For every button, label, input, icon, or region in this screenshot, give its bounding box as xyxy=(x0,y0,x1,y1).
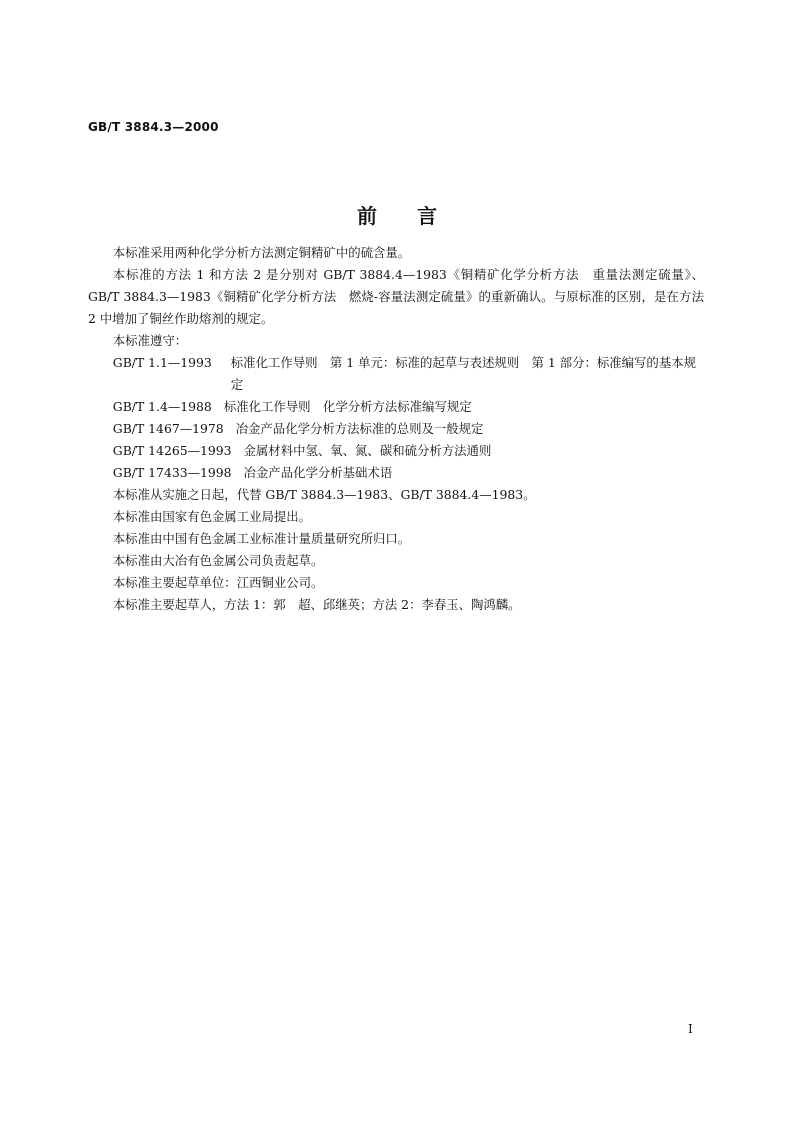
reference-title: 冶金产品化学分析基础术语 xyxy=(243,465,393,480)
paragraph: 本标准主要起草人，方法 1：郭 超、邱继英；方法 2：李春玉、陶鸿麟。 xyxy=(112,597,521,612)
reference-item xyxy=(88,462,704,484)
paragraph: 本标准采用两种化学分析方法测定铜精矿中的硫含量。 xyxy=(112,245,411,260)
reference-item xyxy=(88,440,704,462)
standard-code: GB/T 3884.3—2000 xyxy=(88,120,219,134)
page-number: I xyxy=(688,1022,693,1036)
reference-code: GB/T 1467—1978 xyxy=(112,421,224,436)
reference-title: 金属材料中氢、氧、氮、碳和硫分析方法通则 xyxy=(243,443,492,458)
reference-item xyxy=(88,418,704,440)
paragraph: 本标准的方法 1 和方法 2 是分别对 GB/T 3884.4—1983《铜精矿化学分析方法 重量法测定硫量》、GB/T 3884.3—1983《铜精矿化学分析方法 燃烧-容量法测定硫量》的重新确认。与原标准的区别，是在方法 2 中增加了铜丝作助熔剂的规定。 xyxy=(88,267,704,326)
reference-code: GB/T 1.1—1993 xyxy=(112,355,212,370)
reference-code: GB/T 17433—1998 xyxy=(112,465,232,480)
reference-item xyxy=(88,352,704,396)
reference-code: GB/T 1.4—1988 xyxy=(112,399,212,414)
paragraph: 本标准遵守： xyxy=(112,333,188,348)
paragraph: 本标准从实施之日起，代替 GB/T 3884.3—1983、GB/T 3884.4—1983。 xyxy=(112,487,536,502)
reference-item xyxy=(88,396,704,418)
reference-code: GB/T 14265—1993 xyxy=(112,443,232,458)
paragraph: 本标准由中国有色金属工业标准计量质量研究所归口。 xyxy=(112,531,411,546)
reference-title: 冶金产品化学分析方法标准的总则及一般规定 xyxy=(235,421,484,436)
paragraph: 本标准由大冶有色金属公司负责起草。 xyxy=(112,553,324,568)
page-title: 前 言 xyxy=(357,204,437,228)
document-body xyxy=(88,242,704,616)
paragraph: 本标准主要起草单位：江西铜业公司。 xyxy=(112,575,324,590)
reference-title: 标准化工作导则 化学分析方法标准编写规定 xyxy=(223,399,472,414)
reference-title: 标准化工作导则 第 1 单元：标准的起草与表述规则 第 1 部分：标准编写的基本规定 xyxy=(230,355,696,392)
paragraph: 本标准由国家有色金属工业局提出。 xyxy=(112,509,312,524)
